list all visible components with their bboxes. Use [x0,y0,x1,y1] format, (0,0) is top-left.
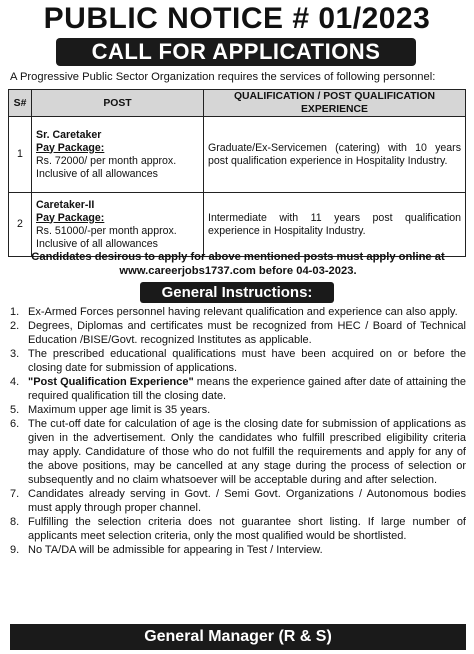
notice-title: PUBLIC NOTICE # 01/2023 [43,2,431,35]
item-bold-term: "Post Qualification Experience" [28,376,194,388]
item-number: 3. [10,348,20,360]
list-item [10,417,466,487]
item-number: 2. [10,320,20,332]
apply-online-notice [10,250,466,278]
item-text: Ex-Armed Forces personnel having relevant qualification and experience can also apply. [28,306,458,318]
apply-line-1: Candidates desirous to apply for above mentioned posts must apply online at [31,251,445,263]
list-item [10,375,466,403]
item-text: No TA/DA will be admissible for appearing in Test / Interview. [28,544,323,556]
col-header-qualification: QUALIFICATION / POST QUALIFICATION EXPERIENCE [204,90,466,117]
item-number: 6. [10,418,20,430]
pay-amount: Rs. 51000/-per month approx. [36,224,177,237]
post-name: Caretaker-II [36,198,95,211]
general-instructions-heading: General Instructions: [140,282,334,303]
item-text: Fulfilling the selection criteria does not guarantee short listing. If large number of applicants meet selection criteria, only the most qualified would be shortlisted. [28,516,466,542]
list-item [10,543,466,557]
item-number: 5. [10,404,20,416]
call-for-applications-banner: CALL FOR APPLICATIONS [56,38,416,66]
item-text: The cut-off date for calculation of age is the closing date for submission of applications as given in the advertisement. Only the candidates who fulfill prescribed eligibility criteria may apply. Candidature of those who do not fulfill the requirements and apply for any of the above positions, may be cancelled at any stage during the process of selection or subsequently and no claim whatsoever will be acceptable during and after selection. [28,418,466,486]
item-number: 4. [10,376,20,388]
list-item [10,347,466,375]
list-item [10,515,466,543]
row-qualification: Graduate/Ex-Servicemen (catering) with 10 years post qualification experience in Hospitality Industry. [204,117,466,193]
col-header-post: POST [32,90,204,117]
item-text [28,375,466,403]
row-post [32,117,204,193]
pay-amount: Rs. 72000/ per month approx. [36,154,177,167]
row-sno: 2 [9,193,32,257]
list-item [10,487,466,515]
item-number: 8. [10,516,20,528]
pay-allowances: Inclusive of all allowances [36,237,158,250]
signatory-footer: General Manager (R & S) [10,624,466,650]
row-post [32,193,204,257]
instructions-list [10,305,466,557]
item-text-rest: means the experience gained after date of attaining the required qualification till the closing date. [28,376,466,402]
table-row [9,117,466,193]
item-number: 1. [10,306,20,318]
item-text: Degrees, Diplomas and certificates must be recognized from HEC / Board of Technical Education /BISE/Govt. recognized Institutes as applicable. [28,320,466,346]
row-qualification: Intermediate with 11 years post qualification experience in Hospitality Industry. [204,193,466,257]
row-sno: 1 [9,117,32,193]
pay-package-label: Pay Package: [36,211,105,224]
table-row [9,193,466,257]
table-header-row [9,90,466,117]
list-item [10,305,466,319]
item-text: Maximum upper age limit is 35 years. [28,404,211,416]
pay-package-label: Pay Package: [36,141,105,154]
item-number: 7. [10,488,20,500]
list-item [10,403,466,417]
apply-line-2: www.careerjobs1737.com before 04-03-2023. [119,265,357,277]
item-text: Candidates already serving in Govt. / Semi Govt. Organizations / Autonomous bodies must apply through proper channel. [28,488,466,514]
list-item [10,319,466,347]
pay-allowances: Inclusive of all allowances [36,167,158,180]
posts-table [8,89,466,257]
post-name: Sr. Caretaker [36,128,102,141]
intro-text: A Progressive Public Sector Organization requires the services of following personnel: [10,71,436,83]
col-header-sno: S# [9,90,32,117]
item-number: 9. [10,544,20,556]
item-text: The prescribed educational qualifications must have been acquired on or before the closing date for submission of applications. [28,348,466,374]
